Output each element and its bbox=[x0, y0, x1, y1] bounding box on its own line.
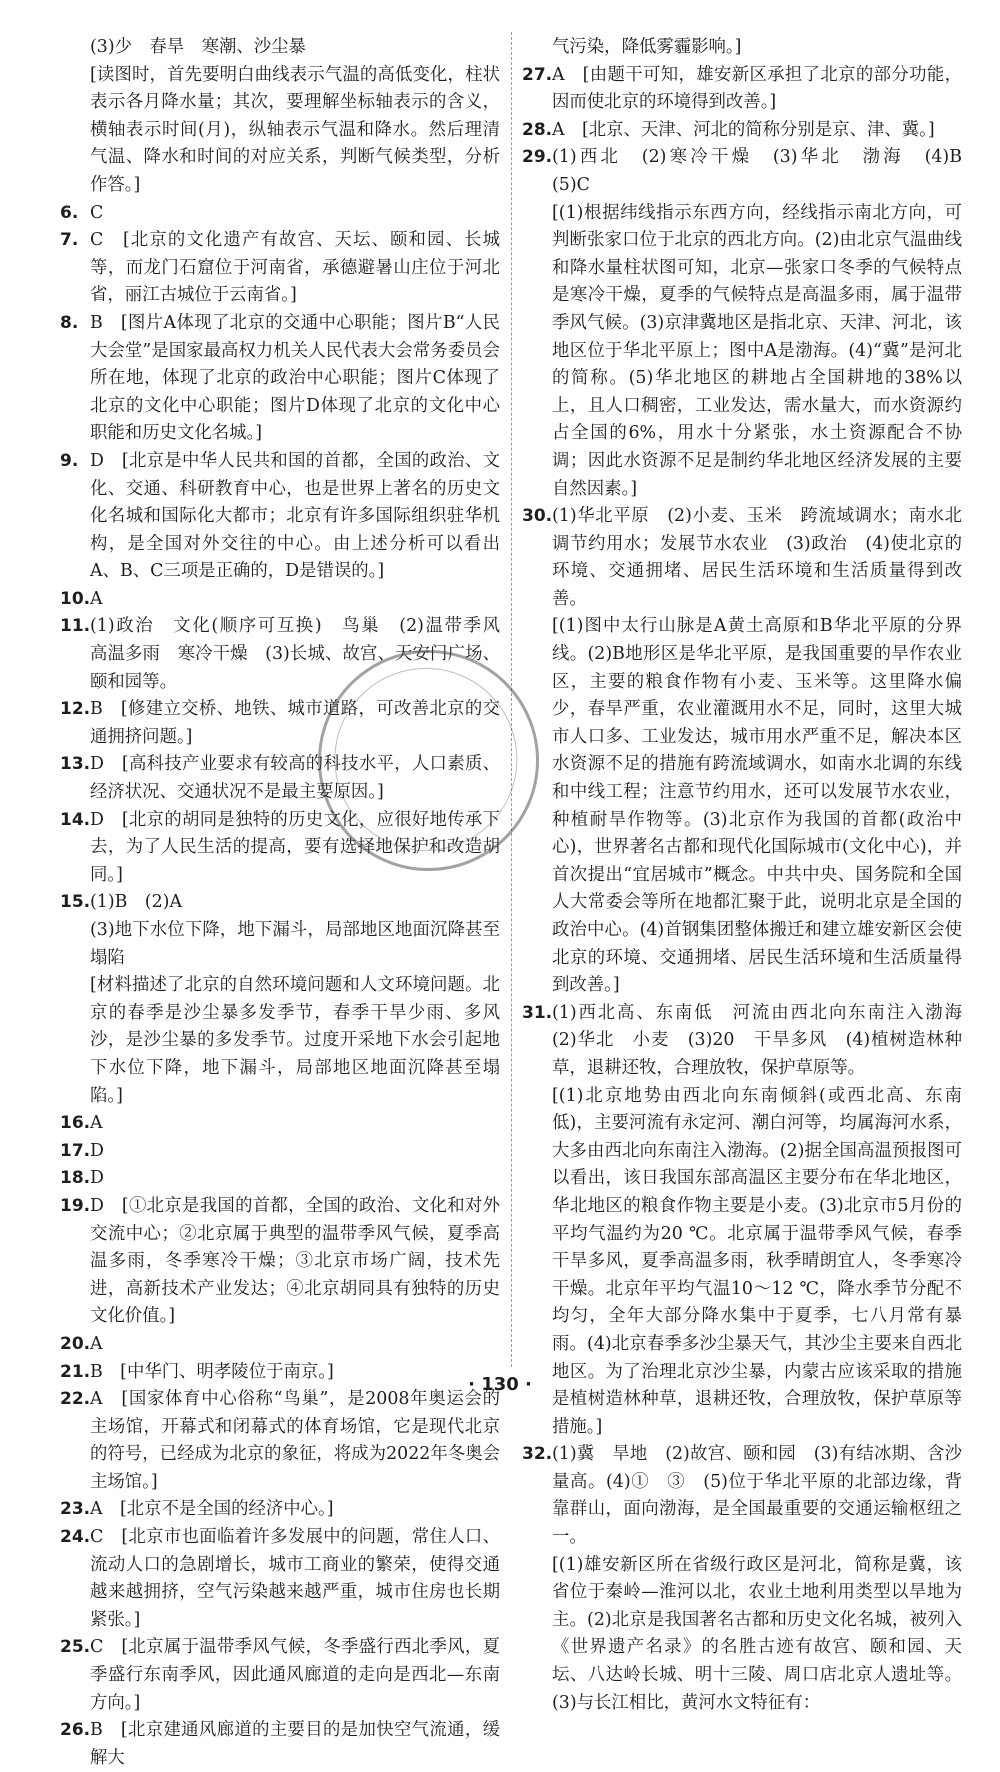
answer-item bbox=[60, 1717, 500, 1772]
question-number: 12. bbox=[60, 699, 91, 720]
question-number: 15. bbox=[60, 892, 91, 913]
answer-item bbox=[60, 448, 500, 586]
answer-continuation bbox=[522, 1552, 962, 1718]
answer-text: [(1)北京地势由西北向东南倾斜(或西北高、东南低)，主要河流有永定河、潮白河等，均属海河水系，大多由西北向东南注入渤海。(2)据全国高温预报图可以看出，该日我国东部高温区主要分布在华北地区，华北地区的粮食作物主要是小麦。(3)北京市5月份的平均气温约为20 ℃。北京属于温带季风气候，春季干旱多风，夏季高温多雨，秋季晴朗宜人，冬季寒冷干燥。北京年平均气温10～12 ℃，降水季节分配不均匀，全年大部分降水集中于夏季，七八月常有暴雨。(4)北京春季多沙尘暴天气，其沙尘主要来自西北地区。为了治理北京沙尘暴，内蒙古应该采取的措施是植树造林种草，退耕还牧，合理放牧，保护草原等措施。] bbox=[552, 1085, 962, 1437]
answer-text: B [图片A体现了北京的交通中心职能；图片B“人民大会堂”是国家最高权力机关人民代表大会常务委员会所在地，体现了北京的政治中心职能；图片C体现了北京的文化中心职能；图片D体现了北京的文化中心职能和历史文化名城。] bbox=[90, 312, 500, 444]
answer-text: (1)冀 旱地 (2)故宫、颐和园 (3)有结冰期、含沙量高。(4)① ③ (5)位于华北平原的北部边缘，背靠群山，面向渤海，是全国最重要的交通运输枢纽之一。 bbox=[552, 1444, 962, 1548]
answer-text: B [北京建通风廊道的主要目的是加快空气流通，缓解大 bbox=[90, 1720, 500, 1768]
question-number: 7. bbox=[60, 230, 79, 251]
answer-item bbox=[60, 1165, 500, 1193]
answer-item bbox=[60, 1524, 500, 1634]
question-number: 26. bbox=[60, 1720, 91, 1741]
question-number: 22. bbox=[60, 1389, 91, 1410]
answer-text: A bbox=[90, 1113, 103, 1134]
answer-text: (1)西北高、东南低 河流由西北向东南注入渤海 (2)华北 小麦 (3)20 干旱多风 (4)植树造林种草，退耕还牧，合理放牧，保护草原等。 bbox=[552, 1002, 980, 1078]
answer-text: (3)地下水位下降，地下漏斗，局部地区地面沉降甚至塌陷 bbox=[90, 920, 500, 968]
answer-text: [(1)根据纬线指示东西方向，经线指示南北方向，可判断张家口位于北京的西北方向。(2)由北京气温曲线和降水量柱状图可知，北京—张家口冬季的气候特点是寒冷干燥，夏季的气候特点是高温多雨，属于温带季风气候。(3)京津冀地区是指北京、天津、河北，该地区位于华北平原上；图中A是渤海。(4)“冀”是河北的简称。(5)华北地区的耕地占全国耕地的38%以上，且人口稠密，工业发达，需水量大，而水资源约占全国的6%，用水十分紧张，水土资源配合不协调；因此水资源不足是制约华北地区经济发展的主要自然因素。] bbox=[552, 202, 962, 499]
answer-item bbox=[60, 1110, 500, 1138]
answer-text: D bbox=[90, 1140, 104, 1161]
answer-item bbox=[60, 586, 500, 614]
question-number: 28. bbox=[522, 119, 553, 140]
answer-continuation bbox=[60, 62, 500, 200]
answer-item bbox=[60, 227, 500, 310]
question-number: 13. bbox=[60, 754, 91, 775]
answer-text: [读图时，首先要明白曲线表示气温的高低变化，柱状表示各月降水量；其次，要理解坐标轴表示的含义，横轴表示时间(月)，纵轴表示气温和降水。然后理清气温、降水和时间的对应关系，判断气候类型，分析作答。] bbox=[90, 64, 500, 195]
question-number: 17. bbox=[60, 1140, 91, 1161]
answer-continuation bbox=[522, 200, 962, 504]
answer-item bbox=[60, 310, 500, 448]
question-number: 16. bbox=[60, 1113, 91, 1134]
answer-continuation bbox=[522, 34, 962, 62]
answer-text: C [北京属于温带季风气候，冬季盛行西北季风，夏季盛行东南季风，因此通风廊道的走向是西北—东南方向。] bbox=[90, 1637, 500, 1713]
answer-item bbox=[60, 1496, 500, 1524]
answer-text: A bbox=[90, 588, 103, 609]
answer-text: 气污染，降低雾霾影响。] bbox=[552, 37, 742, 57]
answer-text: (3)少 春旱 寒潮、沙尘暴 bbox=[90, 37, 306, 57]
answer-text: A [北京、天津、河北的简称分别是京、津、冀。] bbox=[552, 119, 935, 140]
question-number: 25. bbox=[60, 1637, 91, 1658]
question-number: 20. bbox=[60, 1333, 91, 1354]
question-number: 30. bbox=[522, 506, 553, 527]
answer-text: (1)B (2)A bbox=[90, 892, 182, 913]
question-number: 31. bbox=[522, 1002, 553, 1023]
question-number: 18. bbox=[60, 1168, 91, 1189]
answer-item bbox=[60, 1138, 500, 1166]
answer-continuation bbox=[60, 917, 500, 972]
answer-text: (1)西北 (2)寒冷干燥 (3)华北 渤海 (4)B (5)C bbox=[552, 147, 980, 195]
answer-item bbox=[522, 117, 962, 145]
answer-text: D [高科技产业要求有较高的科技水平，人口素质、经济状况、交通状况不是最主要原因。] bbox=[90, 754, 500, 803]
answer-text: (1)华北平原 (2)小麦、玉米 跨流域调水；南水北调节约用水；发展节水农业 (3)政治 (4)使北京的环境、交通拥堵、居民生活环境和生活质量得到改善。 bbox=[552, 506, 962, 609]
answer-text: B [修建立交桥、地铁、城市道路，可改善北京的交通拥挤问题。] bbox=[90, 699, 500, 747]
question-number: 14. bbox=[60, 809, 91, 830]
answer-text: A bbox=[90, 1333, 103, 1354]
question-number: 8. bbox=[60, 312, 79, 333]
question-number: 23. bbox=[60, 1499, 91, 1520]
page-number: · 130 · bbox=[468, 1374, 532, 1395]
answer-continuation bbox=[522, 613, 962, 999]
answer-text: [(1)图中太行山脉是A黄土高原和B华北平原的分界线。(2)B地形区是华北平原，是我国重要的旱作农业区，主要的粮食作物有小麦、玉米等。这里降水偏少，春旱严重，农业灌溉用水不足，同时，这里大城市人口多、工业发达，城市用水严重不足，解决本区水资源不足的措施有跨流域调水，如南水北调的东线和中线工程；注意节约用水，还可以发展节水农业，种植耐旱作物等。(3)北京作为我国的首都(政治中心)，世界著名古都和现代化国际城市(文化中心)，并首次提出“宜居城市”概念。中共中央、国务院和全国人大常委会等所在地都汇聚于此，说明北京是全国的政治中心。(4)首钢集团整体搬迁和建立雄安新区会使北京的环境、交通拥堵、居民生活环境和生活质量得到改善。] bbox=[552, 616, 962, 996]
answer-item bbox=[60, 1331, 500, 1359]
watermark-logo bbox=[842, 1350, 992, 1414]
question-number: 29. bbox=[522, 147, 553, 168]
answer-text: A [国家体育中心俗称“鸟巢”，是2008年奥运会的主场馆，开幕式和闭幕式的体育场馆，它是现代北京的符号，已经成为北京的象征，将成为2022年冬奥会主场馆。] bbox=[90, 1389, 500, 1492]
answer-text: D bbox=[90, 1168, 104, 1189]
answer-text: A [北京不是全国的经济中心。] bbox=[90, 1499, 334, 1520]
question-number: 10. bbox=[60, 588, 91, 609]
question-number: 24. bbox=[60, 1527, 91, 1548]
answer-item bbox=[522, 144, 980, 199]
question-number: 11. bbox=[60, 616, 91, 637]
left-column bbox=[60, 34, 518, 1772]
answer-item bbox=[522, 1000, 980, 1083]
answer-item bbox=[522, 62, 962, 117]
right-column bbox=[522, 34, 980, 1717]
answer-text: C bbox=[90, 202, 104, 223]
answer-text: D [北京是中华人民共和国的首都，全国的政治、文化、交通、科研教育中心，也是世界上著名的历史文化名城和国际化大都市；北京有许多国际组织驻华机构，是全国对外交往的中心。由上述分析可以看出A、B、C三项是正确的，D是错误的。] bbox=[90, 450, 500, 582]
answer-text: D [①北京是我国的首都，全国的政治、文化和对外交流中心；②北京属于典型的温带季风气候，夏季高温多雨，冬季寒冷干燥；③北京市场广阔，技术先进，高新技术产业发达；④北京胡同具有独特的历史文化价值。] bbox=[90, 1195, 500, 1327]
question-number: 6. bbox=[60, 202, 79, 223]
answer-text: B [中华门、明孝陵位于南京。] bbox=[90, 1361, 334, 1382]
answer-item bbox=[522, 1441, 962, 1551]
question-number: 27. bbox=[522, 64, 553, 85]
question-number: 9. bbox=[60, 450, 79, 471]
answer-item bbox=[60, 1193, 500, 1331]
answer-item bbox=[522, 503, 962, 613]
answer-text: D [北京的胡同是独特的历史文化，应很好地传承下去，为了人民生活的提高，要有选择地保护和改造胡同。] bbox=[90, 809, 500, 885]
question-number: 32. bbox=[522, 1444, 553, 1465]
question-number: 21. bbox=[60, 1361, 91, 1382]
answer-text: C [北京的文化遗产有故宫、天坛、颐和园、长城等，而龙门石窟位于河南省，承德避暑山庄位于河北省，丽江古城位于云南省。] bbox=[90, 230, 500, 306]
answer-text: [材料描述了北京的自然环境问题和人文环境问题。北京的春季是沙尘暴多发季节，春季干旱少雨、多风沙，是沙尘暴的多发季节。过度开采地下水会引起地下水位下降，地下漏斗，局部地区地面沉降甚至塌陷。] bbox=[90, 975, 500, 1106]
answer-text: A [由题干可知，雄安新区承担了北京的部分功能，因而使北京的环境得到改善。] bbox=[552, 64, 962, 113]
answer-continuation bbox=[60, 972, 500, 1110]
question-number: 19. bbox=[60, 1195, 91, 1216]
answer-item bbox=[60, 889, 500, 917]
answer-item bbox=[60, 1634, 500, 1717]
answer-item bbox=[60, 1386, 500, 1496]
answer-continuation bbox=[60, 34, 500, 62]
answer-item bbox=[60, 200, 500, 228]
answer-text: [(1)雄安新区所在省级行政区是河北，简称是冀，该省位于秦岭—淮河以北，农业土地利用类型以旱地为主。(2)北京是我国著名古都和历史文化名城，被列入《世界遗产名录》的名胜古迹有故宫、颐和园、天坛、八达岭长城、明十三陵、周口店北京人遗址等。(3)与长江相比，黄河水文特征有： bbox=[552, 1554, 962, 1713]
answer-text: (1)政治 文化(顺序可互换) 鸟巢 (2)温带季风 高温多雨 寒冷干燥 (3)长城、故宫、天安门广场、颐和园等。 bbox=[90, 616, 518, 692]
answer-text: C [北京市也面临着许多发展中的问题，常住人口、流动人口的急剧增长，城市工商业的繁荣，使得交通越来越拥挤，空气污染越来越严重，城市住房也长期紧张。] bbox=[90, 1527, 500, 1630]
